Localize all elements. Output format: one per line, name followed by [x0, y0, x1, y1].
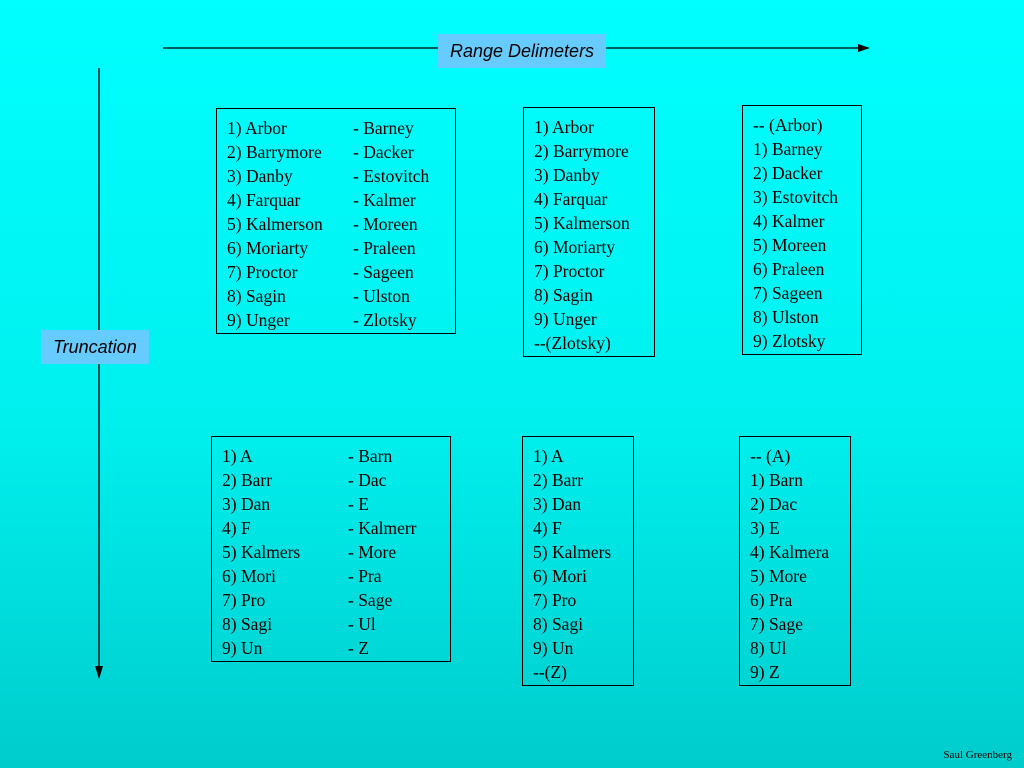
range-end-text: - Ulston	[353, 286, 410, 306]
list-item	[222, 540, 440, 564]
list-item	[534, 211, 644, 235]
list-item	[533, 444, 623, 468]
truncated-end-box	[739, 436, 851, 686]
range-delimiters-label: Range Delimeters	[438, 34, 606, 68]
range-start-text: 7) Pro	[222, 590, 266, 610]
full-end-box	[742, 105, 862, 355]
list-item	[750, 540, 840, 564]
range-start-text: 8) Ulston	[753, 307, 819, 327]
range-start-text: 3) E	[750, 518, 780, 538]
list-item	[534, 187, 644, 211]
truncated-start-box	[522, 436, 634, 686]
range-start-text: 4) F	[533, 518, 562, 538]
range-start-text: -- (A)	[750, 446, 791, 466]
range-end-text: - Kalmerr	[348, 518, 417, 538]
list-item	[533, 612, 623, 636]
range-end-text: - Dacker	[353, 142, 414, 162]
range-start-text: 5) More	[750, 566, 807, 586]
range-start-text: -- (Arbor)	[753, 115, 823, 135]
truncated-range-box	[211, 436, 451, 662]
range-start-text: 5) Kalmerson	[534, 213, 630, 233]
list-item	[533, 540, 623, 564]
list-item	[753, 305, 851, 329]
range-end-text: - Sage	[348, 590, 393, 610]
range-start-text: 5) Kalmerson	[227, 214, 323, 234]
list-item	[533, 492, 623, 516]
range-start-text: 2) Barr	[222, 470, 273, 490]
list-item	[750, 636, 840, 660]
list-item	[750, 516, 840, 540]
list-item	[227, 236, 445, 260]
list-item	[222, 492, 440, 516]
list-item	[227, 140, 445, 164]
range-end-text: - Kalmer	[353, 190, 416, 210]
range-start-text: 6) Moriarty	[534, 237, 616, 257]
list-item	[222, 588, 440, 612]
range-start-text: 4) Kalmer	[753, 211, 825, 231]
list-item	[227, 212, 445, 236]
range-start-text: 1) A	[533, 446, 564, 466]
range-end-text: - Zlotsky	[353, 310, 417, 330]
list-item	[534, 115, 644, 139]
list-item	[753, 137, 851, 161]
list-item	[750, 444, 840, 468]
list-item	[750, 468, 840, 492]
list-item	[753, 281, 851, 305]
range-start-text: 8) Sagin	[534, 285, 593, 305]
range-start-text: 9) Z	[750, 662, 780, 682]
list-item	[753, 185, 851, 209]
range-start-text: 4) Kalmera	[750, 542, 830, 562]
range-end-text: - Moreen	[353, 214, 418, 234]
list-item	[533, 588, 623, 612]
range-start-text: 7) Sageen	[753, 283, 823, 303]
range-start-text: 9) Unger	[534, 309, 597, 329]
list-item	[533, 516, 623, 540]
list-item	[227, 116, 445, 140]
list-item	[534, 283, 644, 307]
range-start-text: --(Z)	[533, 662, 568, 682]
range-start-text: 3) Danby	[227, 166, 293, 186]
list-item	[227, 284, 445, 308]
list-item	[222, 564, 440, 588]
range-start-text: 4) Farquar	[534, 189, 608, 209]
range-start-text: 6) Mori	[533, 566, 587, 586]
list-item	[222, 516, 440, 540]
list-item	[222, 636, 440, 660]
list-item	[533, 468, 623, 492]
range-end-text: - Ul	[348, 614, 376, 634]
list-item	[753, 257, 851, 281]
list-item	[227, 308, 445, 332]
range-start-text: 4) Farquar	[227, 190, 301, 210]
range-start-text: 3) Dan	[533, 494, 582, 514]
list-item	[533, 564, 623, 588]
range-start-text: 2) Barrymore	[534, 141, 629, 161]
range-start-text: 2) Dac	[750, 494, 798, 514]
range-start-text: 1) Arbor	[534, 117, 594, 137]
horizontal-arrowhead	[858, 44, 870, 52]
list-item	[533, 660, 623, 684]
range-start-text: 8) Sagin	[227, 286, 286, 306]
list-item	[227, 188, 445, 212]
range-start-text: 3) Danby	[534, 165, 600, 185]
range-start-text: 2) Dacker	[753, 163, 823, 183]
range-start-text: 1) A	[222, 446, 253, 466]
list-item	[753, 113, 851, 137]
list-item	[750, 612, 840, 636]
range-start-text: 8) Sagi	[222, 614, 273, 634]
range-start-text: 6) Pra	[750, 590, 793, 610]
list-item	[750, 564, 840, 588]
full-start-box	[523, 107, 655, 357]
range-start-text: 5) Kalmers	[222, 542, 301, 562]
list-item	[534, 331, 644, 355]
list-item	[753, 209, 851, 233]
range-start-text: 3) Estovitch	[753, 187, 839, 207]
list-item	[533, 636, 623, 660]
range-start-text: 7) Proctor	[534, 261, 605, 281]
range-start-text: --(Zlotsky)	[534, 333, 611, 353]
range-start-text: 7) Proctor	[227, 262, 298, 282]
range-start-text: 8) Sagi	[533, 614, 584, 634]
list-item	[753, 329, 851, 353]
range-end-text: - Estovitch	[353, 166, 430, 186]
range-end-text: - Barney	[353, 118, 414, 138]
list-item	[534, 235, 644, 259]
range-start-text: 9) Un	[222, 638, 263, 658]
list-item	[534, 307, 644, 331]
range-start-text: 2) Barrymore	[227, 142, 322, 162]
list-item	[222, 612, 440, 636]
range-start-text: 8) Ul	[750, 638, 787, 658]
truncation-label: Truncation	[41, 330, 149, 364]
list-item	[750, 492, 840, 516]
list-item	[227, 260, 445, 284]
range-start-text: 6) Mori	[222, 566, 276, 586]
list-item	[534, 139, 644, 163]
range-start-text: 6) Moriarty	[227, 238, 309, 258]
range-start-text: 4) F	[222, 518, 251, 538]
range-start-text: 5) Moreen	[753, 235, 827, 255]
range-start-text: 3) Dan	[222, 494, 271, 514]
range-start-text: 7) Pro	[533, 590, 577, 610]
range-end-text: - Praleen	[353, 238, 416, 258]
list-item	[534, 259, 644, 283]
range-start-text: 1) Arbor	[227, 118, 287, 138]
list-item	[222, 468, 440, 492]
range-end-text: - Sageen	[353, 262, 414, 282]
author-credit: Saul Greenberg	[943, 749, 1012, 761]
list-item	[753, 233, 851, 257]
vertical-arrowhead	[95, 666, 103, 679]
range-start-text: 7) Sage	[750, 614, 803, 634]
range-end-text: - E	[348, 494, 369, 514]
range-start-text: 5) Kalmers	[533, 542, 612, 562]
range-start-text: 1) Barney	[753, 139, 823, 159]
list-item	[227, 164, 445, 188]
range-start-text: 9) Un	[533, 638, 574, 658]
list-item	[750, 660, 840, 684]
list-item	[222, 444, 440, 468]
range-end-text: - Z	[348, 638, 369, 658]
list-item	[750, 588, 840, 612]
range-start-text: 2) Barr	[533, 470, 584, 490]
list-item	[753, 161, 851, 185]
list-item	[534, 163, 644, 187]
range-end-text: - Pra	[348, 566, 382, 586]
range-start-text: 9) Zlotsky	[753, 331, 826, 351]
range-start-text: 6) Praleen	[753, 259, 825, 279]
range-start-text: 9) Unger	[227, 310, 290, 330]
full-range-box	[216, 108, 456, 334]
range-end-text: - Barn	[348, 446, 393, 466]
range-end-text: - Dac	[348, 470, 387, 490]
range-start-text: 1) Barn	[750, 470, 803, 490]
range-end-text: - More	[348, 542, 397, 562]
